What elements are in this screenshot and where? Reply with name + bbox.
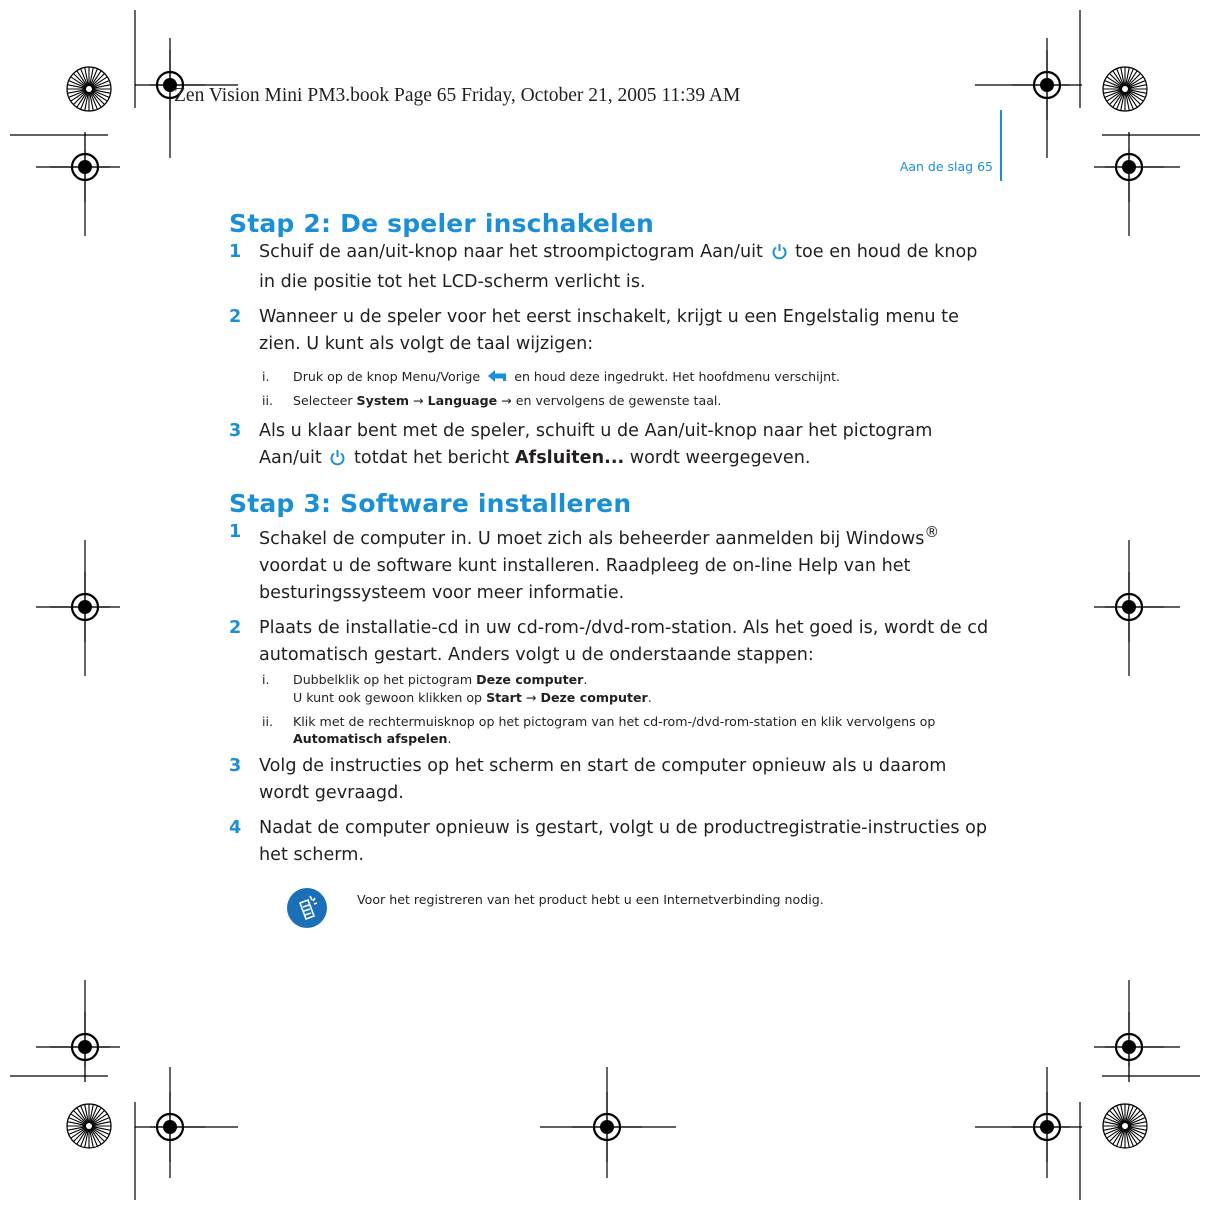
note-text: Voor het registreren van het product hebt u een Internetverbinding nodig. bbox=[357, 891, 824, 907]
step-text: totdat het bericht bbox=[354, 448, 510, 468]
substep-text: Druk op de knop Menu/Vorige bbox=[293, 369, 481, 384]
arrow-icon: → bbox=[525, 689, 537, 705]
note-block bbox=[229, 891, 999, 909]
step-number: 1 bbox=[229, 522, 242, 542]
list-item bbox=[229, 304, 999, 358]
list-item bbox=[229, 753, 999, 807]
substep-text: Dubbelklik op het pictogram bbox=[293, 671, 473, 687]
power-icon bbox=[771, 242, 788, 269]
power-icon bbox=[329, 448, 346, 475]
list-item bbox=[229, 615, 999, 669]
arrow-icon: → bbox=[413, 393, 424, 408]
substep-text: en vervolgens de gewenste taal. bbox=[515, 393, 722, 408]
list-item bbox=[229, 519, 999, 607]
section-heading-stap-2: Stap 2: De speler inschakelen bbox=[229, 209, 654, 238]
step-number: 3 bbox=[229, 755, 242, 776]
back-arrow-icon bbox=[487, 369, 507, 388]
step-number: 4 bbox=[229, 817, 242, 838]
period: . bbox=[583, 671, 588, 687]
list-item bbox=[229, 392, 999, 410]
running-head-bar bbox=[1000, 110, 1002, 181]
item-start: Start bbox=[486, 689, 522, 705]
list-item bbox=[229, 368, 999, 388]
substep-label: i. bbox=[262, 369, 270, 384]
page-content bbox=[229, 209, 999, 909]
step-number: 2 bbox=[229, 307, 242, 327]
item-automatisch-afspelen: Automatisch afspelen bbox=[293, 730, 448, 746]
menu-item-language: Language bbox=[427, 393, 498, 408]
list-item bbox=[229, 418, 999, 475]
message-afsluiten: Afsluiten... bbox=[514, 448, 625, 468]
substep-text: en houd deze ingedrukt. Het hoofdmenu verschijnt. bbox=[514, 369, 841, 384]
list-item bbox=[229, 671, 999, 707]
section-heading-stap-3: Stap 3: Software installeren bbox=[229, 489, 632, 518]
item-deze-computer: Deze computer bbox=[476, 671, 584, 687]
period: . bbox=[647, 689, 652, 705]
step-text: voordat u de software kunt installeren. Raadpleeg de on-line Help van het besturingssysteem voor meer informatie. bbox=[259, 555, 911, 603]
step-text: Schakel de computer in. U moet zich als beheerder aanmelden bij Windows bbox=[259, 528, 925, 549]
substep-label: ii. bbox=[262, 713, 274, 729]
substep-label: ii. bbox=[262, 393, 274, 408]
book-header-line: Zen Vision Mini PM3.book Page 65 Friday, October 21, 2005 11:39 AM bbox=[174, 85, 741, 106]
step-number: 3 bbox=[229, 421, 242, 441]
list-item bbox=[229, 815, 999, 869]
period: . bbox=[447, 730, 452, 746]
substep-text: U kunt ook gewoon klikken op bbox=[293, 689, 483, 705]
step-text: Nadat de computer opnieuw is gestart, volgt u de productregistratie-instructies op het scherm. bbox=[259, 817, 988, 865]
step-text: wordt weergegeven. bbox=[629, 448, 811, 468]
substep-text: Selecteer bbox=[293, 393, 353, 408]
step-number: 2 bbox=[229, 617, 242, 638]
step-text: Schuif de aan/uit-knop naar het stroompictogram Aan/uit bbox=[259, 242, 763, 262]
running-head: Aan de slag 65 bbox=[899, 159, 993, 174]
arrow-icon: → bbox=[501, 393, 512, 408]
list-item bbox=[229, 713, 999, 747]
note-icon bbox=[286, 887, 328, 934]
step-text: Plaats de installatie-cd in uw cd-rom-/dvd-rom-station. Als het goed is, wordt de cd automatisch gestart. Anders volgt u de onderstaande stappen: bbox=[259, 617, 989, 665]
step-number: 1 bbox=[229, 242, 242, 262]
step-text: Wanneer u de speler voor het eerst inschakelt, krijgt u een Engelstalig menu te zien. U kunt als volgt de taal wijzigen: bbox=[259, 307, 959, 354]
step-text: toe en houd de knop in die positie tot het LCD-scherm verlicht is. bbox=[259, 242, 978, 292]
substep-text: Klik met de rechtermuisknop op het pictogram van het cd-rom-/dvd-rom-station en klik vervolgens op bbox=[293, 713, 936, 729]
substep-label: i. bbox=[262, 671, 270, 687]
menu-item-system: System bbox=[356, 393, 410, 408]
item-deze-computer: Deze computer bbox=[540, 689, 648, 705]
list-item bbox=[229, 239, 999, 296]
registered-mark: ® bbox=[924, 524, 940, 541]
step-text: Volg de instructies op het scherm en start de computer opnieuw als u daarom wordt gevraagd. bbox=[259, 755, 947, 803]
step-text: Als u klaar bent met de speler, schuift u de Aan/uit-knop naar het pictogram Aan/uit bbox=[259, 421, 933, 468]
